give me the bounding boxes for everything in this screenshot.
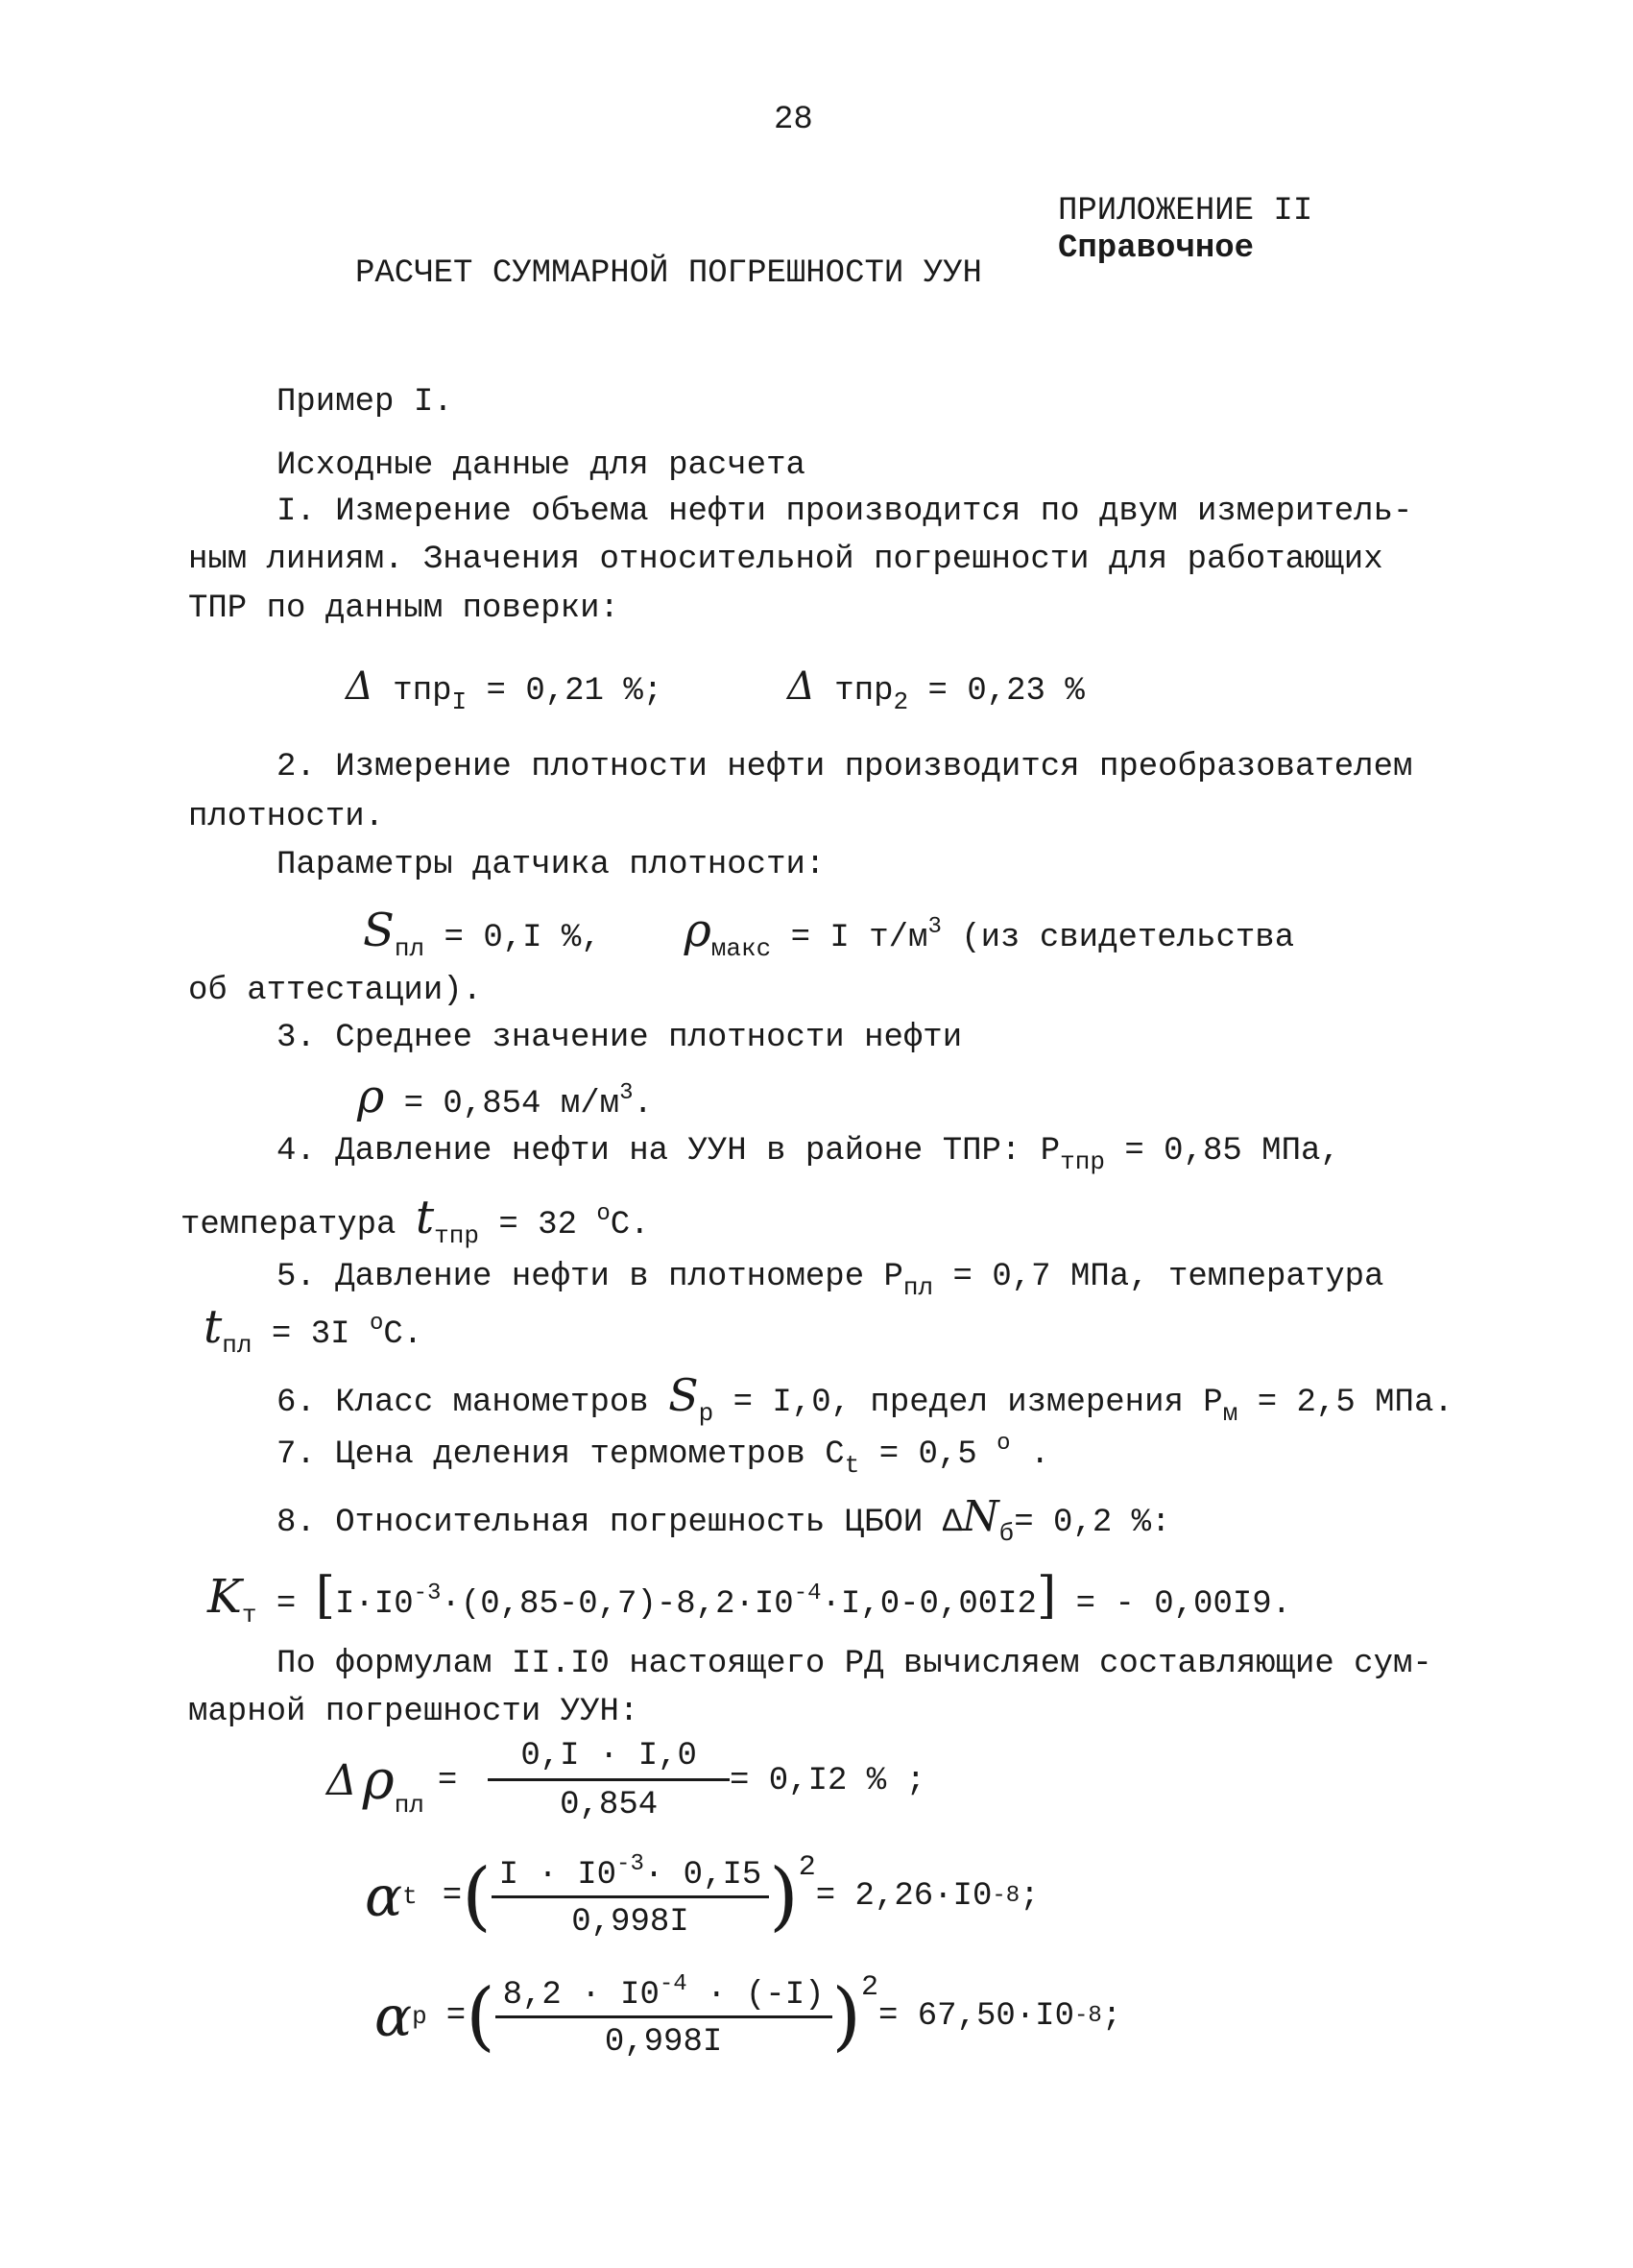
item2-line2: плотности. xyxy=(188,799,385,835)
eq-density: ρ = 0,854 $м/м^3$. xyxy=(357,1070,653,1123)
eq-alpha-p: α p = ( $\frac{8,2 \cdot I0^{-4} \cdot (-I)}{0,998I}$ ) 2 = 67,50·I0 -8 ; xyxy=(374,1971,1122,2061)
source-data-heading: Исходные данные для расчета xyxy=(276,447,805,484)
frac-numerator: 0,I · I,0 xyxy=(488,1740,730,1781)
eq2-tail: об аттестации). xyxy=(188,973,483,1009)
eq-delta-tpr1: Δ тпр$_I$ = 0,21 %; xyxy=(346,664,663,716)
item6: 6. Класс манометров $S_p = I,0$, предел измерения $P_м = 2,5$ МПа. xyxy=(276,1369,1453,1428)
item4-line2: температура $t_{тпр} = 32$ $^o$C. xyxy=(180,1191,650,1250)
frac-denominator: 0,854 xyxy=(560,1787,659,1823)
example-heading: Пример I. xyxy=(276,384,453,421)
item2-line1: 2. Измерение плотности нефти производится преобразователем xyxy=(276,749,1413,785)
item7: 7. Цена деления термометров $C_t = 0,5$ $^o$ . xyxy=(276,1431,1050,1480)
item5-line1: 5. Давление нефти в плотномере $P_{пл} = 0,7$ МПа, температура xyxy=(276,1259,1384,1302)
appendix-label: ПРИЛОЖЕНИЕ II xyxy=(1058,193,1313,229)
eq-delta-rho: Δ ρ пл = $\frac{0,I \cdot I,0}{0,854}$ = 0,I2 % ; xyxy=(326,1738,926,1823)
formulas-line2: марной погрешности УУН: xyxy=(188,1694,639,1730)
item8: 8. Относительная погрешность ЦБОИ $\Delta N_б= 0,2$ %: xyxy=(276,1492,1171,1548)
eq-k-correction: $K_т = [I\cdot I0^{-3}\cdot(0,85-0,7)-8,2\cdot I0^{-4}\cdot I,0-0,00I2]$ = - 0,00I9. xyxy=(207,1567,1292,1629)
item4-line1: 4. Давление нефти на УУН в районе ТПР: $P_{тпр} = 0,85$ МПа, xyxy=(276,1133,1340,1176)
eq-delta-tpr2: Δ тпр$_2$ = 0,23 % xyxy=(787,664,1085,716)
item3-line1: 3. Среднее значение плотности нефти xyxy=(276,1020,963,1056)
formulas-line1: По формулам II.I0 настоящего РД вычисляем составляющие сум- xyxy=(276,1646,1432,1682)
page-title: РАСЧЕТ СУММАРНОЙ ПОГРЕШНОСТИ УУН xyxy=(355,255,982,292)
sensor-params-heading: Параметры датчика плотности: xyxy=(276,847,826,883)
item5-line2: $t_{пл} = 3I$ $^o$C. xyxy=(204,1300,423,1360)
eq-sensor-params: $S_{пл} = 0,I$ %, $\rho_{макс} = I$ $т/м^3$ (из свидетельства xyxy=(363,904,1295,963)
item1-line1: I. Измерение объема нефти производится по двум измеритель- xyxy=(276,494,1413,530)
eq-alpha-t: α t = ( $\frac{I \cdot I0^{-3}\cdot 0,I5}{0,998I}$ ) 2 = 2,26·I0 -8 ; xyxy=(365,1851,1040,1941)
appendix-type: Справочное xyxy=(1058,230,1255,267)
item1-line3: ТПР по данным поверки: xyxy=(188,591,619,627)
item1-line2: ным линиям. Значения относительной погрешности для работающих xyxy=(188,542,1383,578)
page-number: 28 xyxy=(774,102,813,138)
